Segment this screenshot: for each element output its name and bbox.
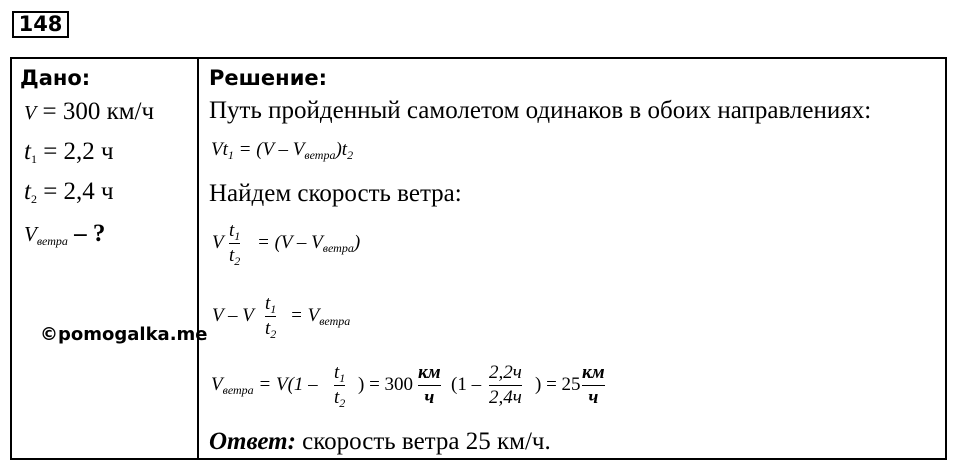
eq4-fraction-units1: км ч: [418, 362, 441, 408]
v-symbol: V: [24, 102, 37, 124]
eq3-tail: = $V_{ветра}$: [290, 305, 351, 328]
eq2-lead: V: [212, 232, 224, 253]
column-divider: [197, 57, 199, 460]
eq4-fraction-times: 2,2ч 2,4ч: [489, 362, 522, 408]
eq2-fraction: $t_1$ $t_2$: [229, 220, 241, 268]
watermark: ©pomogalka.me: [40, 324, 208, 345]
given-find: $V_{ветра}$ – ?: [24, 220, 106, 248]
eq3-lead: V – V: [212, 305, 254, 326]
eq4-part4: ) = 25: [535, 374, 581, 395]
given-speed: [24, 98, 154, 127]
eq2-tail: = $(V - V_{ветра})$: [257, 232, 361, 255]
eq4-fraction-units2: км ч: [582, 362, 605, 408]
eq4-part2: ) = 300: [358, 374, 414, 395]
answer-line: [209, 428, 551, 456]
eq3-fraction: $t_1$ $t_2$: [265, 293, 277, 341]
solution-header: Решение:: [209, 66, 328, 90]
problem-number: 148: [12, 11, 69, 38]
answer-label: Ответ:: [209, 428, 296, 455]
v-value: = 300 км/ч: [42, 98, 155, 125]
eq4-part3: (1 –: [451, 374, 482, 395]
given-header: Дано:: [20, 66, 91, 90]
given-t2: $t_2 = 2,4$ ч: [24, 178, 114, 206]
eq4-lead: $V_{ветра} = V(1$ –: [211, 374, 318, 397]
equation-1: $Vt_1 = (V - V_{ветра})t_2$: [211, 139, 354, 162]
eq4-fraction-t: $t_1$ $t_2$: [334, 362, 346, 410]
given-t1: $t_1 = 2,2$ ч: [24, 138, 114, 166]
solution-line1: Путь пройденный самолетом одинаков в обоих направлениях:: [209, 97, 872, 124]
solution-line2: Найдем скорость ветра:: [209, 180, 462, 207]
answer-text: скорость ветра 25 км/ч.: [302, 428, 551, 455]
